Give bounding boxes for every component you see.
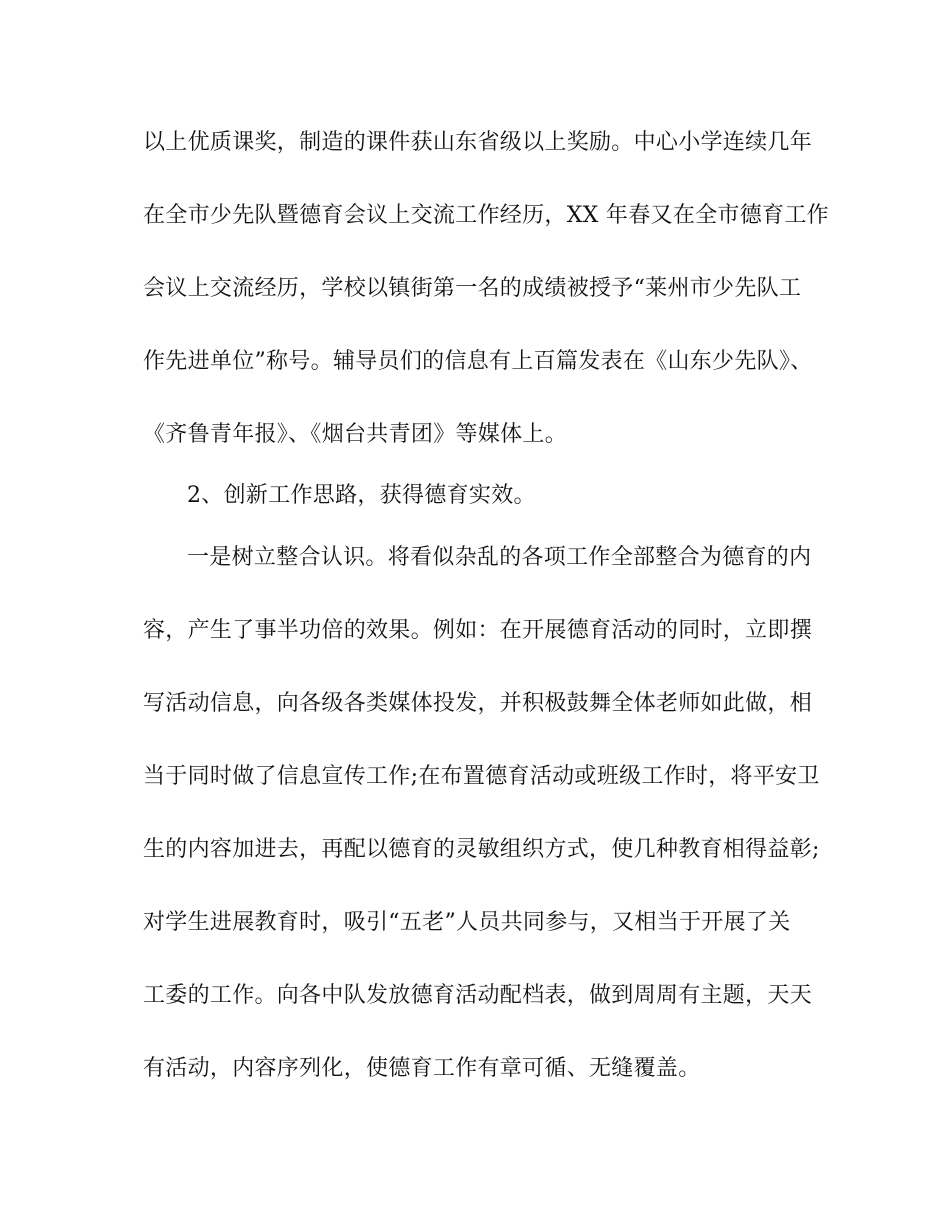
- section-heading: 2、创新工作思路，获得德育实效。: [187, 483, 536, 508]
- text-line-10: 当于同时做了信息宣传工作;在布置德育活动或班级工作时，将平安卫: [143, 764, 820, 789]
- text-line-3: 会议上交流经历，学校以镇街第一名的成绩被授予“莱州市少先队工: [143, 276, 802, 301]
- text-line-5: 《齐鲁青年报》、《烟台共青团》等媒体上。: [143, 422, 568, 447]
- text-line-12: 对学生进展教育时，吸引“五老”人员共同参与，又相当于开展了关: [143, 910, 791, 935]
- paragraph-start: 一是树立整合认识。将看似杂乱的各项工作全部整合为德育的内: [187, 545, 812, 570]
- text-line-14: 有活动，内容序列化，使德育工作有章可循、无缝覆盖。: [143, 1056, 701, 1081]
- text-line-4: 作先进单位”称号。辅导员们的信息有上百篇发表在《山东少先队》、: [143, 349, 813, 374]
- text-line-1: 以上优质课奖，制造的课件获山东省级以上奖励。中心小学连续几年: [143, 130, 813, 155]
- text-line-13: 工委的工作。向各中队发放德育活动配档表，做到周周有主题，天天: [143, 983, 813, 1008]
- text-line-11: 生的内容加进去，再配以德育的灵敏组织方式，使几种教育相得益彰;: [143, 837, 820, 862]
- text-line-9: 写活动信息，向各级各类媒体投发，并积极鼓舞全体老师如此做，相: [143, 691, 813, 716]
- text-line-2: 在全市少先队暨德育会议上交流工作经历，XX 年春又在全市德育工作: [143, 203, 829, 228]
- text-line-8: 容，产生了事半功倍的效果。例如：在开展德育活动的同时，立即撰: [143, 618, 813, 643]
